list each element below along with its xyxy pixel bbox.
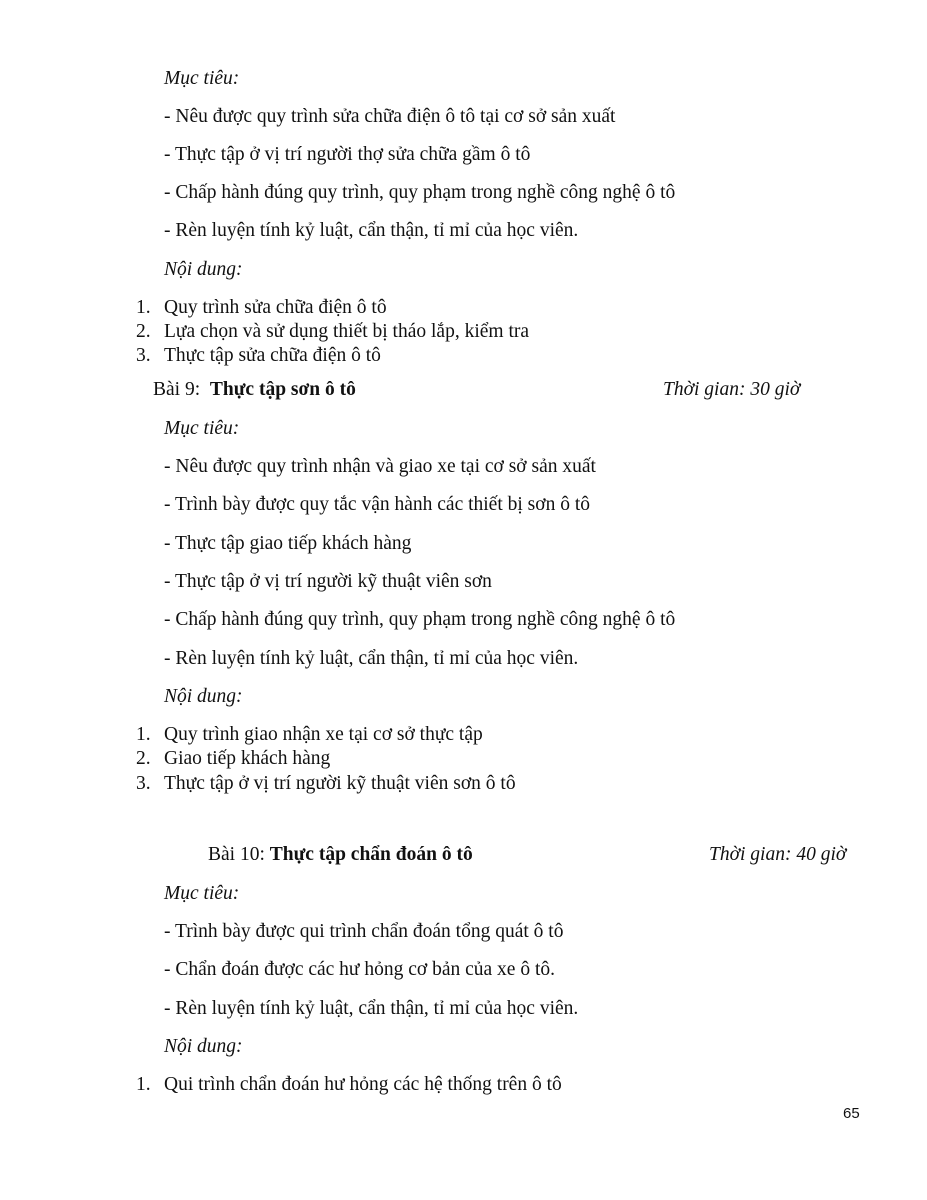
- objective-item: - Chấp hành đúng quy trình, quy phạm trong nghề công nghệ ô tô: [164, 609, 676, 630]
- objective-item: - Trình bày được quy tắc vận hành các thiết bị sơn ô tô: [164, 494, 590, 515]
- lesson-title: Thực tập chẩn đoán ô tô: [269, 844, 473, 865]
- lesson-heading: [208, 843, 473, 867]
- content-item: [136, 747, 330, 771]
- content-label: Nội dung:: [164, 259, 243, 280]
- content-item: [136, 344, 381, 368]
- content-item-text: Thực tập sửa chữa điện ô tô: [164, 345, 381, 366]
- objective-item: - Rèn luyện tính kỷ luật, cẩn thận, tỉ mỉ của học viên.: [164, 998, 579, 1019]
- content-item-number: 3.: [136, 773, 151, 794]
- content-item-text: Giao tiếp khách hàng: [164, 748, 331, 769]
- content-item-number: 3.: [136, 345, 151, 366]
- objective-item: - Nêu được quy trình sửa chữa điện ô tô tại cơ sở sản xuất: [164, 106, 616, 127]
- content-item-text: Lựa chọn và sử dụng thiết bị tháo lắp, kiểm tra: [164, 321, 530, 342]
- content-item-number: 1.: [136, 724, 151, 745]
- objective-item: - Rèn luyện tính kỷ luật, cẩn thận, tỉ mỉ của học viên.: [164, 220, 579, 241]
- content-item-text: Thực tập ở vị trí người kỹ thuật viên sơn ô tô: [164, 773, 516, 794]
- content-item: [136, 723, 483, 747]
- objective-item: - Thực tập ở vị trí người kỹ thuật viên sơn: [164, 571, 492, 592]
- content-item: [136, 320, 529, 344]
- objective-item: - Rèn luyện tính kỷ luật, cẩn thận, tỉ mỉ của học viên.: [164, 648, 579, 669]
- content-item-number: 2.: [136, 748, 151, 769]
- objective-item: - Trình bày được qui trình chẩn đoán tổng quát ô tô: [164, 921, 564, 942]
- content-item-text: Qui trình chẩn đoán hư hỏng các hệ thống trên ô tô: [164, 1074, 562, 1095]
- content-item-number: 1.: [136, 1074, 151, 1095]
- lesson-prefix: Bài 9:: [153, 379, 201, 400]
- content-item-text: Quy trình giao nhận xe tại cơ sở thực tập: [164, 724, 483, 745]
- lesson-time: Thời gian: 40 giờ: [709, 844, 847, 865]
- objective-item: - Chấp hành đúng quy trình, quy phạm trong nghề công nghệ ô tô: [164, 182, 676, 203]
- page-number: 65: [843, 1105, 860, 1122]
- content-item-text: Quy trình sửa chữa điện ô tô: [164, 297, 387, 318]
- objective-item: - Thực tập giao tiếp khách hàng: [164, 533, 412, 554]
- content-item: [136, 296, 387, 320]
- lesson-prefix: Bài 10:: [208, 844, 265, 865]
- content-item-number: 1.: [136, 297, 151, 318]
- content-item: [136, 772, 516, 796]
- objectives-label: Mục tiêu:: [164, 68, 240, 89]
- content-item: [136, 1073, 562, 1097]
- objective-item: - Nêu được quy trình nhận và giao xe tại cơ sở sản xuất: [164, 456, 596, 477]
- lesson-heading: [153, 378, 356, 402]
- content-item-number: 2.: [136, 321, 151, 342]
- objective-item: - Thực tập ở vị trí người thợ sửa chữa gầm ô tô: [164, 144, 531, 165]
- objectives-label: Mục tiêu:: [164, 883, 240, 904]
- objectives-label: Mục tiêu:: [164, 418, 240, 439]
- content-label: Nội dung:: [164, 1036, 243, 1057]
- lesson-title: Thực tập sơn ô tô: [209, 379, 356, 400]
- objective-item: - Chẩn đoán được các hư hỏng cơ bản của xe ô tô.: [164, 959, 556, 980]
- content-label: Nội dung:: [164, 686, 243, 707]
- lesson-time: Thời gian: 30 giờ: [663, 379, 801, 400]
